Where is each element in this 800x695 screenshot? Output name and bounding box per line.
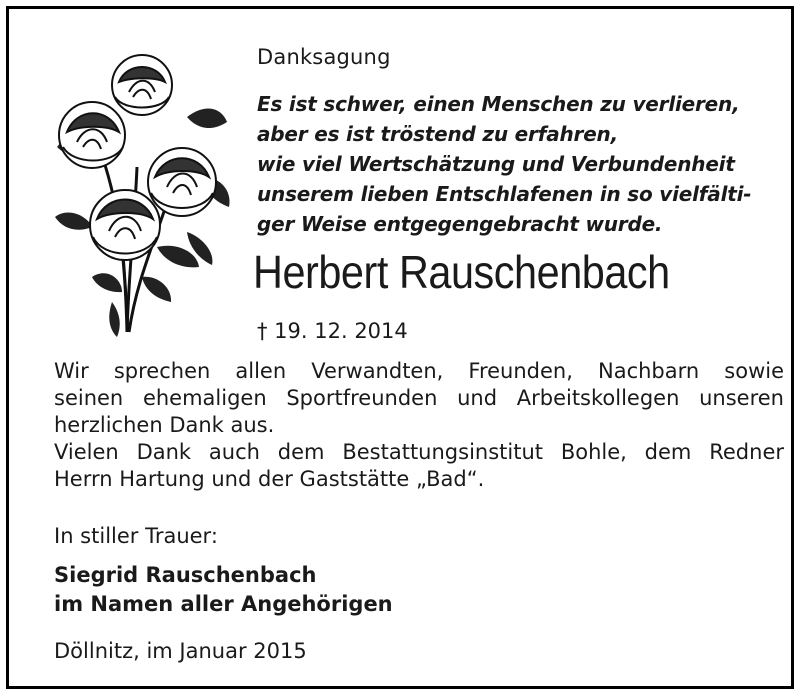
deceased-name: Herbert Rauschenbach [253, 246, 670, 298]
quote-line: unserem lieben Entschlafenen in so vielfälti- [257, 182, 752, 206]
body-line: Herrn Hartung und der Gaststätte „Bad“. [54, 467, 485, 491]
thanks-text [54, 358, 784, 493]
quote-line: wie viel Wertschätzung und Verbundenheit [257, 152, 735, 176]
roses-illustration [37, 47, 237, 337]
body-line: herzlichen Dank aus. [54, 413, 275, 437]
death-date: † 19. 12. 2014 [257, 319, 408, 343]
quote-block [257, 89, 751, 239]
signer-line: Siegrid Rauschenbach [54, 563, 317, 587]
obituary-notice [6, 6, 794, 689]
signer-block [54, 561, 393, 619]
notice-heading: Danksagung [257, 45, 391, 69]
place-date: Döllnitz, im Januar 2015 [54, 639, 307, 663]
body-line: seinen ehemaligen Sportfreunden und Arbeitskollegen unseren [54, 386, 784, 410]
body-line: Wir sprechen allen Verwandten, Freunden, Nachbarn sowie [54, 359, 784, 383]
body-line: Vielen Dank auch dem Bestattungsinstitut Bohle, dem Redner [54, 440, 784, 464]
quote-line: aber es ist tröstend zu erfahren, [257, 122, 618, 146]
mourning-label: In stiller Trauer: [54, 524, 218, 548]
quote-line: Es ist schwer, einen Menschen zu verlieren, [257, 92, 740, 116]
quote-line: ger Weise entgegengebracht wurde. [257, 212, 663, 236]
signer-line: im Namen aller Angehörigen [54, 592, 393, 616]
